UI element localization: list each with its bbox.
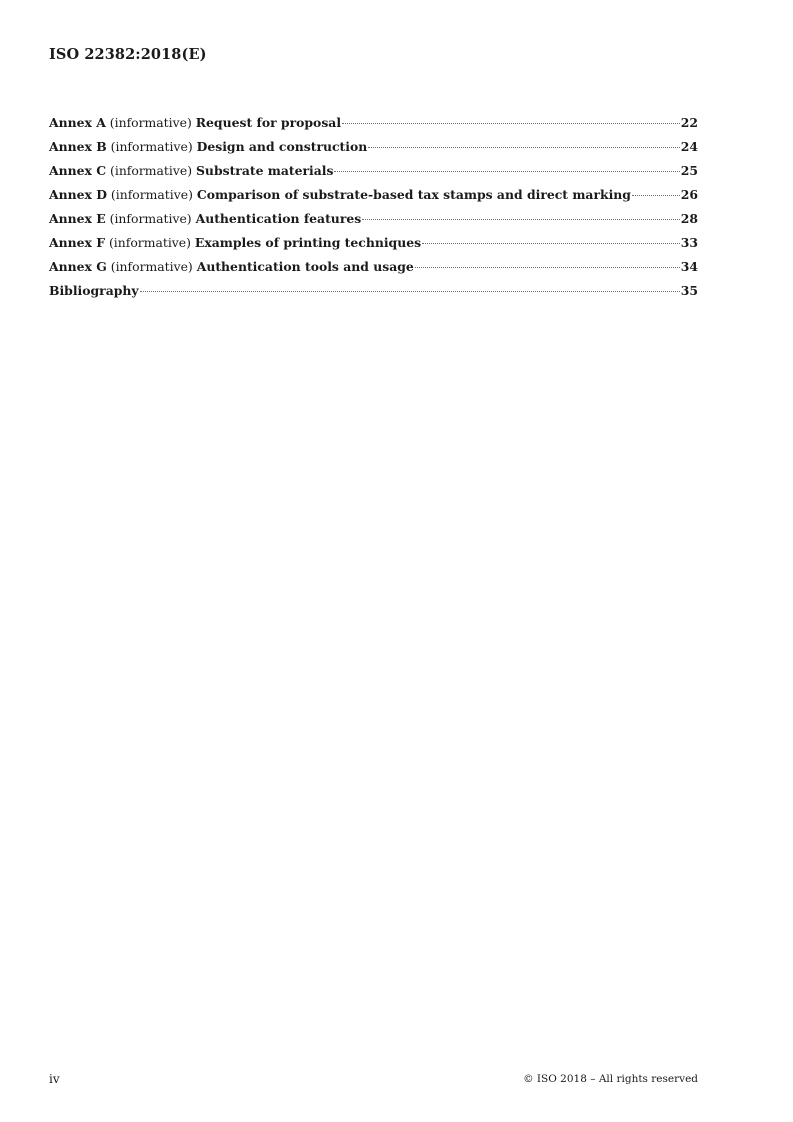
toc-entry-title — [49, 159, 333, 183]
annex-title: Comparison of substrate-based tax stamps and direct marking — [196, 187, 631, 202]
annex-title: Authentication tools and usage — [196, 259, 414, 274]
toc-page-number: 25 — [680, 163, 698, 178]
annex-label: Annex C — [49, 163, 107, 178]
dot-leader — [334, 171, 679, 172]
toc-page-number: 26 — [680, 187, 698, 202]
dot-leader — [422, 243, 680, 244]
annex-qualifier: (informative) — [110, 163, 193, 178]
annex-label: Annex G — [49, 259, 107, 274]
toc-entry-annex-a[interactable] — [49, 111, 698, 135]
annex-qualifier: (informative) — [109, 115, 192, 130]
dot-leader — [415, 267, 680, 268]
annex-title: Request for proposal — [195, 115, 342, 130]
annex-qualifier: (informative) — [110, 187, 193, 202]
annex-label: Annex F — [49, 235, 106, 250]
footer-copyright: © ISO 2018 – All rights reserved — [523, 1073, 698, 1085]
toc-entry-annex-c[interactable] — [49, 159, 698, 183]
toc-page-number: 28 — [680, 211, 698, 226]
annex-qualifier: (informative) — [110, 259, 193, 274]
toc-entry-annex-e[interactable] — [49, 207, 698, 231]
toc-page-number: 24 — [680, 139, 698, 154]
annex-title: Substrate materials — [195, 163, 334, 178]
toc-entry-annex-d[interactable] — [49, 183, 698, 207]
annex-title: Authentication features — [195, 211, 362, 226]
toc-entry-title — [49, 183, 631, 207]
table-of-contents — [49, 111, 698, 303]
dot-leader — [368, 147, 680, 148]
toc-entry-annex-b[interactable] — [49, 135, 698, 159]
annex-title: Examples of printing techniques — [194, 235, 422, 250]
annex-label: Annex E — [49, 211, 106, 226]
annex-label: Annex D — [49, 187, 107, 202]
toc-entry-title — [49, 135, 367, 159]
annex-qualifier: (informative) — [110, 139, 193, 154]
annex-title: Design and construction — [196, 139, 368, 154]
dot-leader — [362, 219, 680, 220]
annex-qualifier: (informative) — [108, 235, 191, 250]
dot-leader — [140, 291, 680, 292]
toc-entry-title — [49, 231, 421, 255]
footer-page-number: iv — [49, 1072, 60, 1086]
annex-label: Annex A — [49, 115, 106, 130]
toc-entry-bibliography[interactable] — [49, 279, 698, 303]
dot-leader — [342, 123, 680, 124]
toc-page-number: 35 — [680, 283, 698, 298]
dot-leader — [632, 195, 680, 196]
annex-qualifier: (informative) — [109, 211, 192, 226]
toc-page-number: 33 — [680, 235, 698, 250]
toc-entry-annex-g[interactable] — [49, 255, 698, 279]
annex-label: Annex B — [49, 139, 107, 154]
toc-page-number: 34 — [680, 259, 698, 274]
document-header-id: ISO 22382:2018(E) — [49, 46, 207, 63]
toc-entry-title: Bibliography — [49, 283, 139, 298]
toc-page-number: 22 — [680, 115, 698, 130]
toc-entry-title — [49, 111, 341, 135]
toc-entry-title — [49, 207, 361, 231]
toc-entry-annex-f[interactable] — [49, 231, 698, 255]
toc-entry-title — [49, 255, 414, 279]
